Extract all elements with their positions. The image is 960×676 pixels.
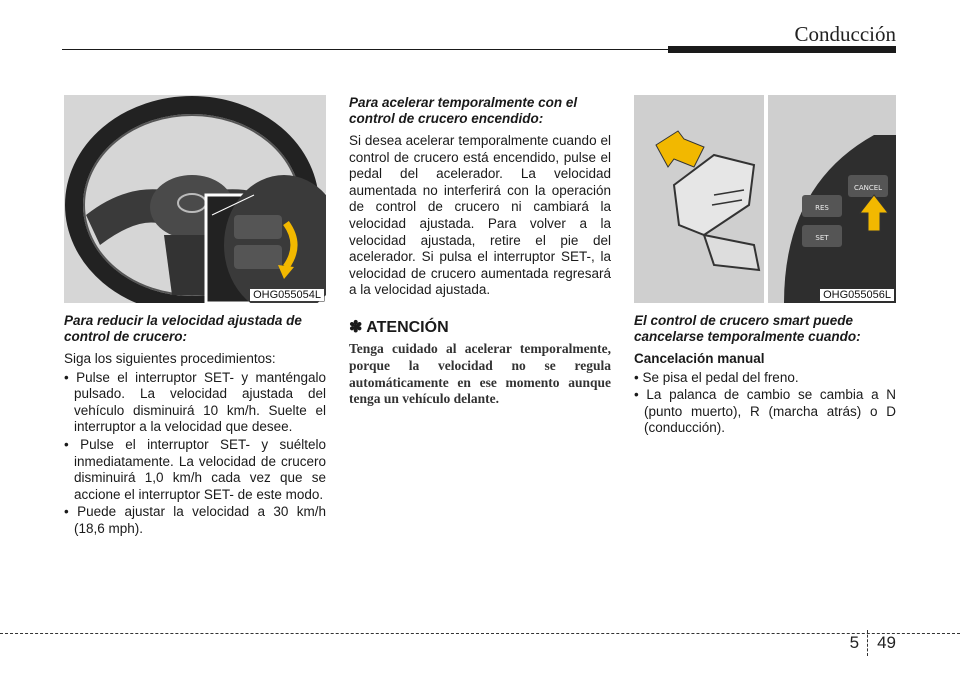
header-rule-bold — [668, 46, 896, 53]
page-number-value: 49 — [877, 633, 896, 652]
bullet-list — [634, 370, 896, 437]
steering-wheel-illustration — [64, 95, 326, 303]
column-left — [64, 95, 326, 539]
column-right — [634, 95, 896, 438]
body-text: Si desea acelerar temporalmente cuando el control de crucero está encendido, pulse el pedal del acelerador. La velocidad aumentada no interferirá con la operación de control de crucero ni cambiará la velocidad ajustada. Para volver a la velocidad ajustada, retire el pie del acelerador. Si pulsa el interruptor SET-, la velocidad de crucero aumentada regresará a la velocidad ajustada. — [349, 133, 611, 298]
list-item: • La palanca de cambio se cambia a N (punto muerto), R (marcha atrás) o D (conducción). — [634, 387, 896, 436]
chapter-number: 5 — [849, 633, 860, 652]
pedal-and-switch-illustration — [634, 95, 896, 303]
list-item: • Puede ajustar la velocidad a 30 km/h (18,6 mph). — [64, 504, 326, 536]
caption-title: Para reducir la velocidad ajustada de control de crucero: — [64, 313, 302, 344]
list-item: • Pulse el interruptor SET- y manténgalo pulsado. La velocidad ajustada del vehículo disminuirá 10 km/h. Suelte el interruptor a la velocidad que desee. — [64, 369, 326, 435]
intro-text: Siga los siguientes procedimientos: — [64, 351, 276, 366]
res-label: RES — [815, 204, 829, 212]
page-divider — [867, 630, 869, 656]
caption-title: Para acelerar temporalmente con el control de crucero encendido: — [349, 95, 578, 126]
column-middle — [349, 95, 611, 408]
page-number — [850, 630, 896, 656]
section-title: Conducción — [794, 22, 896, 46]
steering-wheel-figure — [64, 95, 326, 303]
header-rule — [62, 49, 672, 50]
bullet-list — [64, 370, 326, 538]
list-item: • Pulse el interruptor SET- y suéltelo inmediatamente. La velocidad de crucero disminuirá 1,0 km/h cada vez que se accione el interruptor SET- de este modo. — [64, 436, 326, 502]
footer-rule — [0, 633, 960, 634]
pedal-cancel-figure — [634, 95, 896, 303]
list-item: • Se pisa el pedal del freno. — [634, 369, 799, 385]
cancel-label: CANCEL — [853, 184, 883, 192]
warning-text: Tenga cuidado al acelerar temporalmente, porque la velocidad no se regula automáticamente en ese momento aunque tenga un vehículo delante. — [349, 340, 611, 407]
set-label: SET — [815, 234, 829, 242]
subheading: Cancelación manual — [634, 351, 765, 366]
caption-title: El control de crucero smart puede cancelarse temporalmente cuando: — [634, 313, 861, 344]
figure-code: OHG055056L — [820, 289, 894, 301]
warning-title: ✽ ATENCIÓN — [349, 318, 449, 336]
figure-code: OHG055054L — [250, 289, 324, 301]
